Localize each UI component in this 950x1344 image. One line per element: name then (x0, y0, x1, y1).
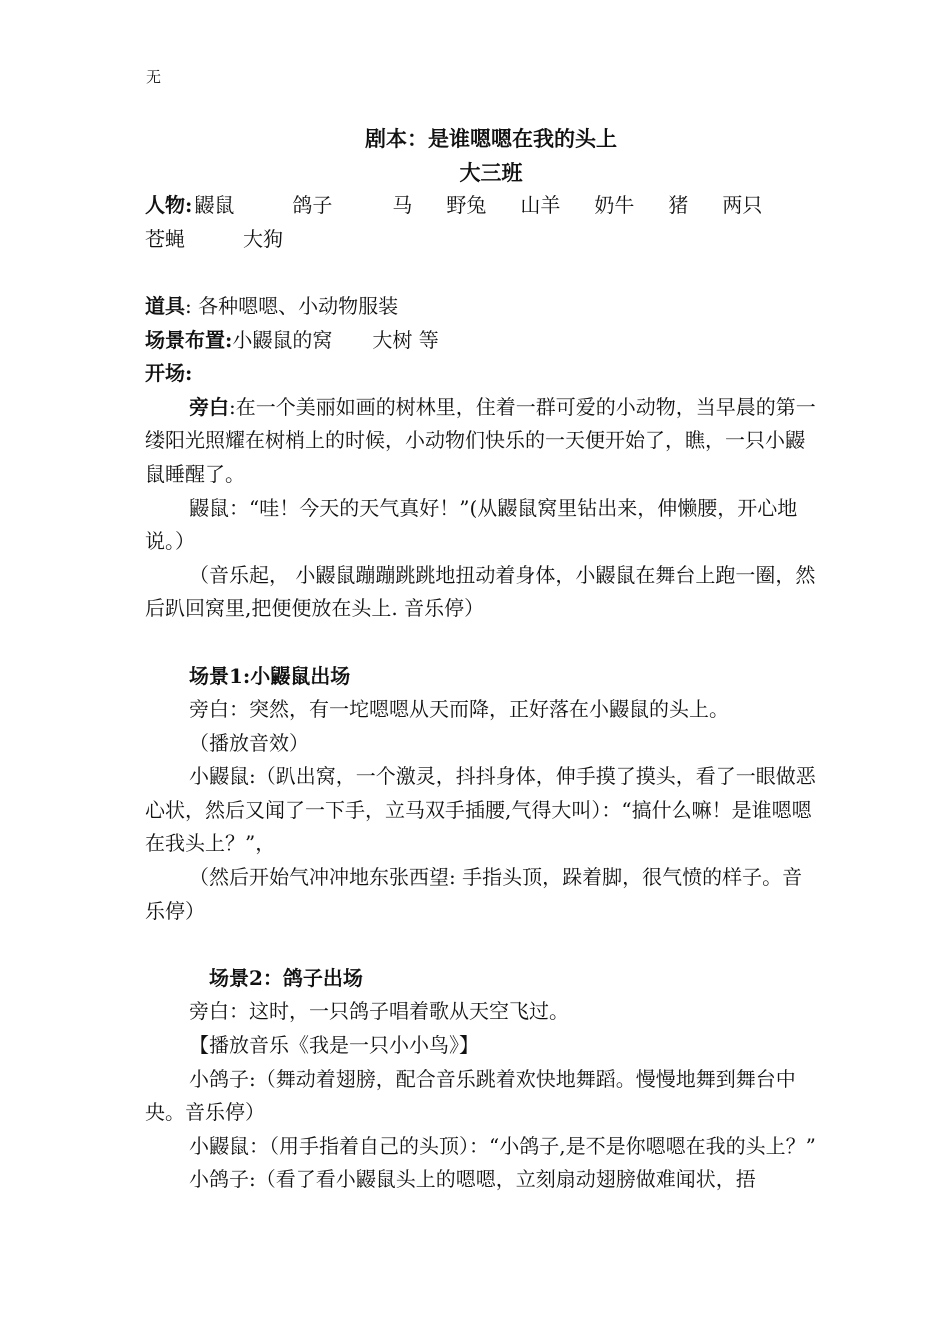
cast-member: 奶牛 (594, 193, 635, 218)
props-line (145, 290, 817, 324)
opening-narration (145, 391, 817, 492)
props-label: 道具 (145, 293, 185, 318)
scene2-pigeon: 小鸽子:（舞动着翅膀，配合音乐跳着欢快地舞蹈。慢慢地舞到舞台中央。音乐停） (145, 1066, 796, 1125)
cast-member: 猪 (668, 193, 689, 218)
cast-member: 苍蝇 (145, 226, 185, 251)
page-title: 剧本：是谁嗯嗯在我的头上 (365, 126, 617, 151)
cast-member: 鸽子 (292, 193, 333, 218)
scene2-mole: 小鼹鼠：（用手指着自己的头顶）：“小鸽子,是不是你嗯嗯在我的头上？” (189, 1133, 816, 1158)
scene1-action: （然后开始气冲冲地东张西望: 手指头顶，跺着脚，很气愤的样子。音乐停） (145, 865, 803, 923)
header-note: 无 (146, 68, 162, 86)
scene1-mole: 小鼹鼠:（趴出窝，一个激灵，抖抖身体，伸手摸了摸头，看了一眼做恶心状，然后又闻了一下手，立马双手插腰,气得大叫）：“搞什么嘛！是谁嗯嗯在我头上？”， (145, 764, 816, 856)
cast-label: 人物: (145, 193, 193, 218)
scene2-music: 【播放音乐《我是一只小小鸟》】 (189, 1033, 479, 1058)
mole-dialogue: 鼹鼠：“哇！今天的天气真好！”(从鼹鼠窝里钻出来，伸懒腰，开心地说。） (145, 495, 798, 554)
narration-text: :在一个美丽如画的树林里，住着一群可爱的小动物，当早晨的第一缕阳光照耀在树梢上的时候，小动物们快乐的一天便开始了，瞧，一只小鼹鼠睡醒了。 (145, 394, 816, 486)
cast-member: 两只 (722, 193, 763, 218)
setting-line (145, 324, 817, 358)
cast-member: 鼹鼠 (194, 193, 235, 218)
script-content (145, 122, 817, 1197)
blank-line (145, 928, 817, 962)
cast-member: 野兔 (446, 193, 487, 218)
blank-line (145, 626, 817, 660)
setting-text: 小鼹鼠的窝 大树 等 (232, 327, 439, 352)
scene2-pigeon-reply: 小鸽子:（看了看小鼹鼠头上的嗯嗯，立刻扇动翅膀做难闻状，捂 (189, 1167, 756, 1192)
music-direction: （音乐起， 小鼹鼠蹦蹦跳跳地扭动着身体，小鼹鼠在舞台上跑一圈，然后趴回窝里,把便便放在头上. 音乐停） (145, 562, 816, 621)
opening-heading: 开场: (145, 361, 193, 386)
props-text: : 各种嗯嗯、小动物服装 (185, 293, 399, 318)
setting-label: 场景布置: (145, 327, 233, 352)
cast-member: 山羊 (520, 193, 561, 218)
cast-member: 大狗 (243, 226, 283, 251)
cast-list-continued (145, 223, 817, 257)
cast-member: 马 (392, 193, 413, 218)
blank-line (145, 256, 817, 290)
class-subtitle: 大三班 (459, 159, 523, 185)
scene1-narration: 旁白：突然，有一坨嗯嗯从天而降，正好落在小鼹鼠的头上。 (189, 697, 729, 722)
scene2-narration: 旁白：这时，一只鸽子唱着歌从天空飞过。 (189, 999, 569, 1024)
scene2-heading: 场景2：鸽子出场 (209, 965, 363, 990)
scene1-heading: 场景1:小鼹鼠出场 (189, 663, 351, 688)
scene1-sound: （播放音效） (189, 730, 309, 755)
cast-list (145, 189, 817, 223)
narration-label: 旁白 (189, 394, 229, 419)
